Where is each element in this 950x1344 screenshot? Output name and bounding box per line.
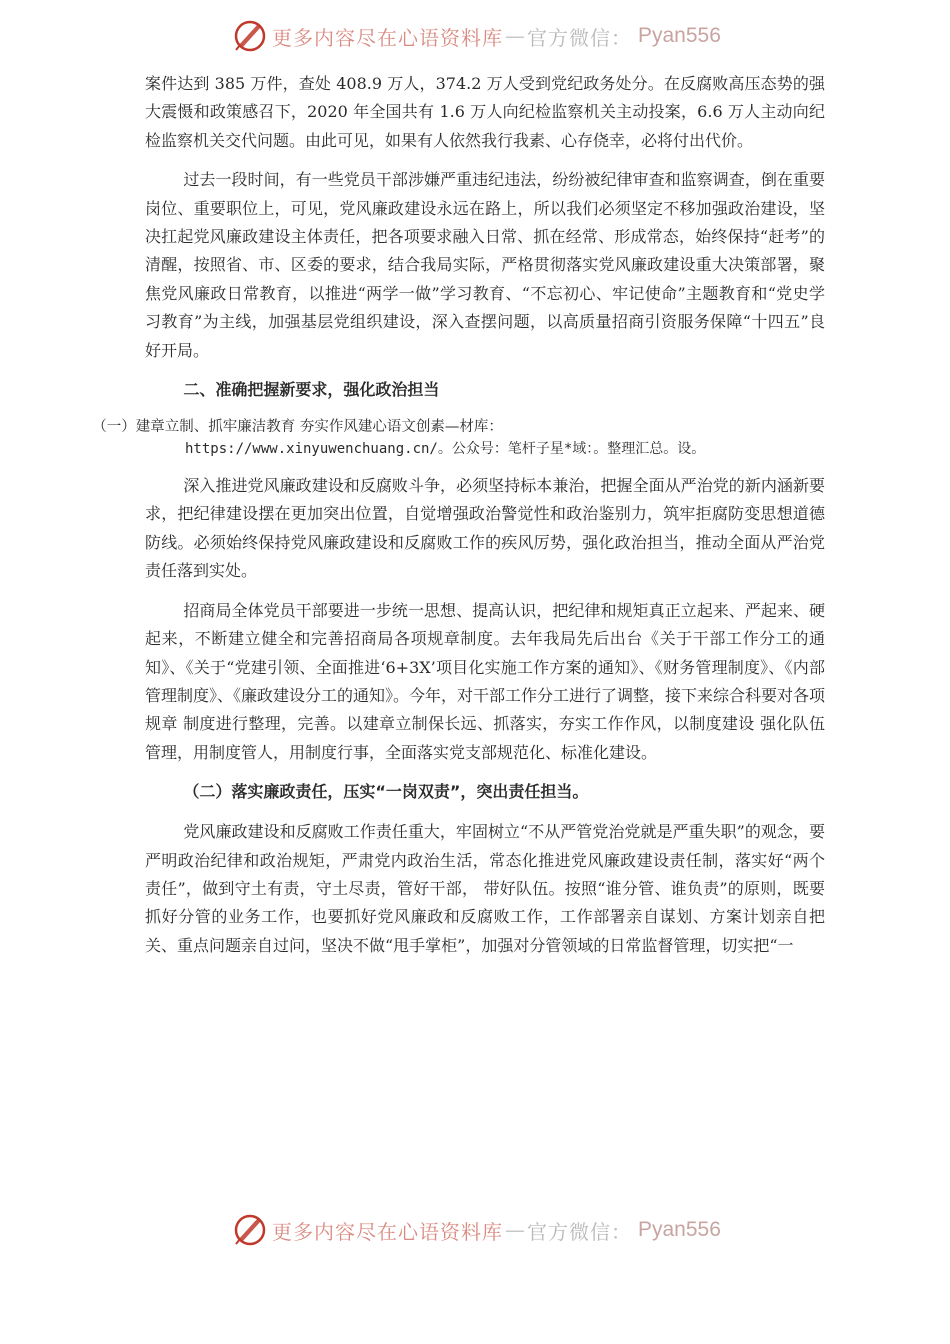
- banner-wechat-label: 官方微信：: [527, 25, 632, 50]
- paragraph-3: 深入推进党风廉政建设和反腐败斗争，必须坚持标本兼治，把握全面从严治党的新内涵新要求，把纪律建设摆在更加突出位置，自觉增强政治警觉性和政治鉴别力，筑牢拒腐防变思想道德防线。必须始终保持党风廉政建设和反腐败工作的疾风厉势，强化政治担当，推动全面从严治党责任落到实处。: [145, 476, 825, 581]
- footer-banner: [230, 1208, 730, 1252]
- subsection-heading-1-url: https://www.xinyuwenchuang.cn/。公众号：笔杆子星*域：。整理汇总。设。: [185, 441, 706, 458]
- quill-logo-icon: [230, 16, 270, 56]
- banner-main-text: 更多内容尽在心语资料库: [272, 25, 503, 50]
- header-banner: [230, 14, 730, 58]
- subsection-heading-1: [92, 416, 825, 460]
- paragraph-5: 党风廉政建设和反腐败工作责任重大，牢固树立“不从严管党治党就是严重失职”的观念，要严明政治纪律和政治规矩，严肃党内政治生活，常态化推进党风廉政建设责任制，落实好“两个责任”，做到守土有责，守土尽责，管好干部， 带好队伍。按照“谁分管、谁负责”的原则，既要抓好分管的业务工作，也要抓好党风廉政和反腐败工作，工作部署亲自谋划、方案计划亲自把关、重点问题亲自过问，坚决不做“甩手掌柜”，加强对分管领域的日常监督管理，切实把“一: [145, 822, 825, 955]
- document-body: [92, 70, 826, 971]
- footer-banner-wechat-label: 官方微信：: [527, 1219, 632, 1244]
- paragraph-4: 招商局全体党员干部要进一步统一思想、提高认识，把纪律和规矩真正立起来、严起来、硬起来，不断建立健全和完善招商局各项规章制度。去年我局先后出台《关于干部工作分工的通知》、《关于“党建引领、全面推进‘6+3X’项目化实施工作方案的通知》、《财务管理制度》、《内部管理制度》、《廉政建设分工的通知》。今年，对干部工作分工进行了调整，接下来综合科要对各项规章 制度进行整理，完善。以建章立制保长远、抓落实，夯实工作作风，以制度建设 强化队伍管理，用制度管人，用制度行事，全面落实党支部规范化、标准化建设。: [145, 600, 826, 762]
- footer-banner-wechat-id: Pyan556: [638, 1218, 721, 1241]
- banner-separator: —: [505, 24, 525, 48]
- footer-banner-main-text: 更多内容尽在心语资料库: [272, 1219, 503, 1244]
- footer-banner-separator: —: [505, 1218, 525, 1242]
- paragraph-1: 案件达到 385 万件，查处 408.9 万人，374.2 万人受到党纪政务处分。在反腐败高压态势的强大震慑和政策感召下，2020 年全国共有 1.6 万人向纪检监察机关主动投案，6.6 万人主动向纪检监察机关交代问题。由此可见，如果有人依然我行我素、心存侥幸，必将付出代价。: [145, 74, 825, 150]
- subsection-heading-2: （二）落实廉政责任，压实“一岗双责”，突出责任担当。: [183, 782, 589, 802]
- subsection-heading-1-text: （一）建章立制、抓牢廉洁教育 夯实作风建心语文创素—材库：: [92, 419, 503, 436]
- paragraph-2: 过去一段时间，有一些党员干部涉嫌严重违纪违法，纷纷被纪律审查和监察调查，倒在重要岗位、重要职位上，可见，党风廉政建设永远在路上，所以我们必须坚定不移加强政治建设，坚决扛起党风廉政建设主体责任，把各项要求融入日常、抓在经常、形成常态，始终保持“赶考”的清醒，按照省、市、区委的要求，结合我局实际，严格贯彻落实党风廉政建设重大决策部署，聚焦党风廉政日常教育，以推进“两学一做”学习教育、“不忘初心、牢记使命”主题教育和“党史学习教育”为主线，加强基层党组织建设，深入查摆问题，以高质量招商引资服务保障“十四五”良好开局。: [145, 170, 825, 360]
- section-heading-2: 二、准确把握新要求，强化政治担当: [183, 380, 440, 400]
- quill-logo-icon: [230, 1210, 270, 1250]
- banner-wechat-id: Pyan556: [638, 24, 721, 47]
